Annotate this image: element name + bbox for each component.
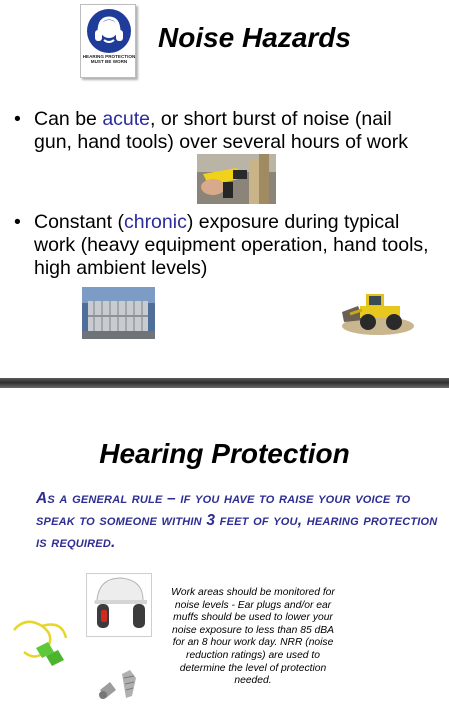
slide-title: Hearing Protection [99,438,350,469]
bullet-symbol: • [14,108,21,130]
bullet-text-post: ) exposure during typical work (heavy equipment operation, hand tools, high ambient levels) [34,211,429,279]
bullet-text [14,108,434,154]
bullet-text-pre: Constant ( [34,211,124,233]
hearing-protection-sign [80,4,136,78]
bullet-symbol: • [14,211,21,233]
bullet-text-post: , or short burst of noise (nail gun, hand tools) over several hours of work [34,108,408,153]
ear-muffs-icon [86,8,132,54]
helmet-earmuffs-photo [86,573,152,637]
wheel-loader-photo [336,282,415,336]
monitoring-note: Work areas should be monitored for noise levels - Ear plugs and/or ear muffs should be used to lower your noise exposure to less than 85 dBA for an 8 hour work day. NRR (noise reduction ratings) are used to determine the level of protection needed. [171,587,335,687]
reusable-earplugs-photo [92,664,146,704]
slide-divider [0,378,449,388]
highlight-acute: acute [102,108,151,130]
bullet-acute [14,108,434,154]
bullet-chronic [14,211,434,280]
corded-earplugs-photo [6,612,76,672]
bullet-text-pre: Can be [34,108,103,130]
slide-hearing-protection [0,388,449,715]
hvac-units-photo [82,287,155,339]
bullet-text [14,211,434,280]
page-title: Noise Hazards [158,22,351,53]
sign-caption: HEARING PROTECTION MUST BE WORN [82,54,136,65]
general-rule-text: As a general rule – if you have to raise your voice to speak to someone within 3 feet of you, hearing protection is required. [36,490,438,551]
highlight-chronic: chronic [123,211,187,233]
nail-gun-photo [197,154,276,204]
